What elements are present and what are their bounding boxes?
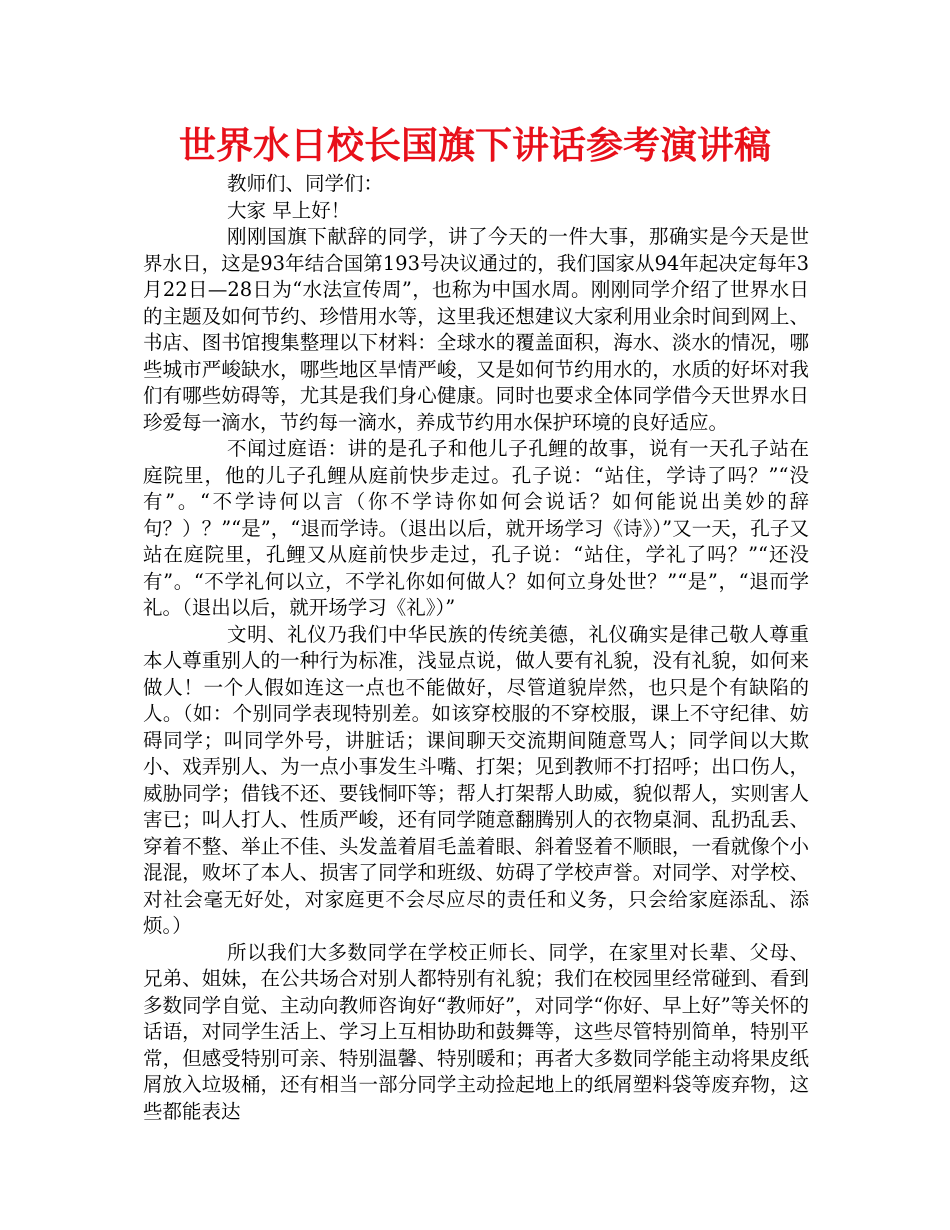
paragraph-world-water-day: 刚刚国旗下献辞的同学，讲了今天的一件大事，那确实是今天是世界水日，这是93年结合国第193号决议通过的，我们国家从94年起决定每年3月22日—28日为“水法宣传周”，也称为中国水周。刚刚同学介绍了世界水日的主题及如何节约、珍惜用水等，这里我还想建议大家利用业余时间到网上、书店、图书馆搜集整理以下材料：全球水的覆盖面积，海水、淡水的情况，哪些城市严峻缺水，哪些地区旱情严峻，又是如何节约用水的，水质的好坏对我们有哪些妨碍等，尤其是我们身心健康。同时也要求全体同学借今天世界水日珍爱每一滴水，节约每一滴水，养成节约用水保护环境的良好适应。 — [143, 225, 809, 434]
morning-line: 大家 早上好！ — [227, 198, 351, 222]
paragraph-good-examples: 所以我们大多数同学在学校正师长、同学，在家里对长辈、父母、兄弟、姐妹，在公共场合对别人都特别有礼貌；我们在校园里经常碰到、看到多数同学自觉、主动向教师咨询好“教师好”，对同学“你好、早上好”等关怀的话语，对同学生活上、学习上互相协助和鼓舞等，这些尽管特别简单，特别平常，但感受特别可亲、特别温馨、特别暖和；再者大多数同学能主动将果皮纸屑放入垃圾桶，还有相当一部分同学主动捡起地上的纸屑塑料袋等废弃物，这些都能表达 — [143, 940, 809, 1123]
document-body — [143, 171, 809, 1125]
greeting-line: 教师们、同学们： — [227, 172, 384, 195]
paragraph-confucius-story: 不闻过庭语：讲的是孔子和他儿子孔鲤的故事，说有一天孔子站在庭院里，他的儿子孔鲤从庭前快步走过。孔子说：“站住，学诗了吗？”“没有”。“不学诗何以言（你不学诗你如何会说话？如何能说出美妙的辞句？）？”“是”，“退而学诗。（退出以后，就开场学习《诗》）”又一天，孔子又站在庭院里，孔鲤又从庭前快步走过，孔子说：“站住，学礼了吗？”“还没有”。“不学礼何以立，不学礼你如何做人？如何立身处世？”“是”，“退而学礼。（退出以后，就开场学习《礼》）” — [143, 437, 809, 619]
paragraph-etiquette: 文明、礼仪乃我们中华民族的传统美德，礼仪确实是律己敬人尊重本人尊重别人的一种行为标准，浅显点说，做人要有礼貌，没有礼貌，如何来做人！一个人假如连这一点也不能做好，尽管道貌岸然，也只是个有缺陷的人。（如：个别同学表现特别差。如该穿校服的不穿校服，课上不守纪律、妨碍同学；叫同学外号，讲脏话；课间聊天交流期间随意骂人；同学间以大欺小、戏弄别人、为一点小事发生斗嘴、打架；见到教师不打招呼；出口伤人，威胁同学；借钱不还、要钱恫吓等；帮人打架帮人助威，貌似帮人，实则害人害已；叫人打人、性质严峻，还有同学随意翻腾别人的衣物桌洞、乱扔乱丢、穿着不整、举止不佳、头发盖着眉毛盖着眼、斜着竖着不顺眼，一看就像个小混混，败坏了本人、损害了同学和班级、妨碍了学校声誉。对同学、对学校、对社会毫无好处，对家庭更不会尽应尽的责任和义务，只会给家庭添乱、添烦。） — [143, 622, 809, 937]
document-title: 世界水日校长国旗下讲话参考演讲稿 — [179, 124, 771, 167]
